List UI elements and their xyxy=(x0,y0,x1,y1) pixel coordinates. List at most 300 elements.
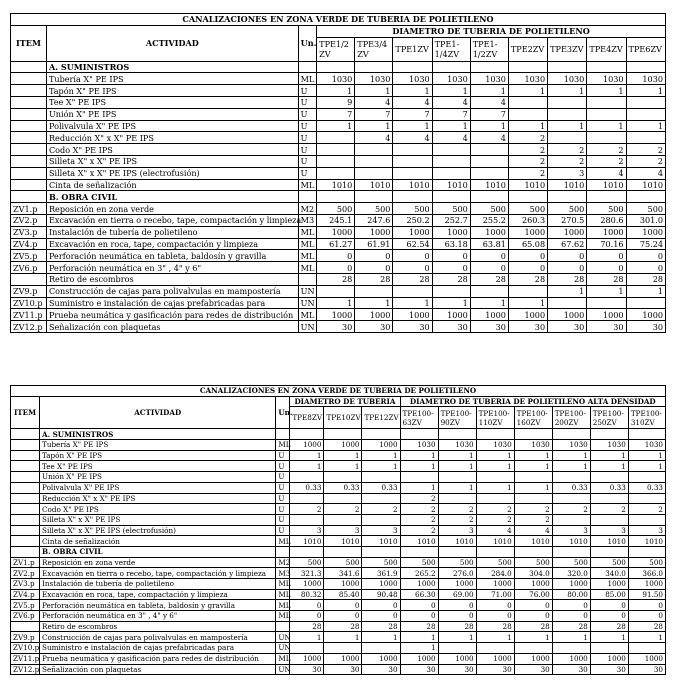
value-cell: 62.54 xyxy=(393,238,432,250)
value-cell xyxy=(290,546,324,557)
value-cell: 1000 xyxy=(476,653,514,664)
value-cell: 0 xyxy=(432,250,470,262)
section-row xyxy=(11,546,666,557)
value-cell: 28 xyxy=(626,273,665,285)
value-cell: 500 xyxy=(317,203,355,215)
value-cell xyxy=(508,61,547,73)
value-cell: 321.3 xyxy=(290,568,324,579)
value-cell: 1 xyxy=(626,85,665,97)
value-cell xyxy=(590,472,628,483)
value-cell: 1030 xyxy=(548,73,587,85)
item-cell xyxy=(11,191,47,203)
item-code: ZV12.p xyxy=(11,321,47,333)
unit-cell: UN xyxy=(276,643,290,654)
value-cell: 0 xyxy=(432,262,470,274)
activity-description: Excavación en tierra o recebo, tape, compactación y limpieza xyxy=(40,568,276,579)
unit-cell: ML xyxy=(298,262,317,274)
value-cell: 28 xyxy=(628,621,665,632)
value-cell: 1000 xyxy=(590,579,628,590)
value-cell: 1000 xyxy=(587,309,626,321)
value-cell: 76.00 xyxy=(514,589,552,600)
value-cell: 1030 xyxy=(470,73,508,85)
activity-description: Tapón X" PE IPS xyxy=(40,450,276,461)
value-cell: 1010 xyxy=(400,536,438,547)
value-cell: 1 xyxy=(438,450,476,461)
value-cell xyxy=(317,144,355,156)
value-cell xyxy=(590,429,628,440)
value-cell xyxy=(432,191,470,203)
diameter-group-header: DIAMETRO DE TUBERIA DE POLIETILENO xyxy=(317,25,666,37)
item-code xyxy=(11,504,40,515)
unit-cell xyxy=(298,273,317,285)
table-row xyxy=(11,214,666,226)
unit-cell: U xyxy=(276,461,290,472)
item-code xyxy=(11,525,40,536)
value-cell: 1000 xyxy=(317,226,355,238)
value-cell: 1010 xyxy=(432,179,470,191)
value-cell: 500 xyxy=(514,557,552,568)
value-cell: 366.0 xyxy=(628,568,665,579)
value-cell: 30 xyxy=(355,321,393,333)
value-cell: 340.0 xyxy=(590,568,628,579)
value-cell: 500 xyxy=(400,557,438,568)
value-cell xyxy=(362,429,400,440)
value-cell: 2 xyxy=(476,504,514,515)
diameter-column-header: TPE4ZV xyxy=(587,37,626,61)
value-cell: 1 xyxy=(362,450,400,461)
value-cell: 2 xyxy=(548,155,587,167)
value-cell: 2 xyxy=(587,155,626,167)
value-cell: 1010 xyxy=(438,536,476,547)
value-cell: 3 xyxy=(628,525,665,536)
value-cell: 0 xyxy=(587,262,626,274)
value-cell: 255.2 xyxy=(470,214,508,226)
value-cell: 0 xyxy=(548,250,587,262)
value-cell: 2 xyxy=(438,504,476,515)
value-cell: 0 xyxy=(587,250,626,262)
value-cell xyxy=(587,132,626,144)
value-cell xyxy=(508,96,547,108)
value-cell: 2 xyxy=(548,144,587,156)
activity-description: Codo X" PE IPS xyxy=(46,144,298,156)
value-cell: 0 xyxy=(628,611,665,622)
item-code xyxy=(11,108,47,120)
value-cell: 1000 xyxy=(324,579,362,590)
item-code: ZV12.p xyxy=(11,664,40,675)
unit-cell: ML xyxy=(298,309,317,321)
activity-description: Tubería X" PE IPS xyxy=(40,440,276,451)
unit-cell: ML xyxy=(298,238,317,250)
table-row xyxy=(11,144,666,156)
activity-description: Señalización con plaquetas xyxy=(40,664,276,675)
activity-header: ACTIVIDAD xyxy=(40,396,276,429)
value-cell xyxy=(470,191,508,203)
activity-description: Silleta X" x X" PE IPS xyxy=(40,514,276,525)
unit-cell: U xyxy=(298,85,317,97)
value-cell: 1000 xyxy=(438,579,476,590)
value-cell xyxy=(552,429,590,440)
value-cell: 0 xyxy=(393,262,432,274)
value-cell: 1000 xyxy=(476,579,514,590)
diameter-column-header: TPE10ZV xyxy=(324,407,362,429)
value-cell xyxy=(587,61,626,73)
value-cell xyxy=(290,643,324,654)
value-cell: 1 xyxy=(590,632,628,643)
value-cell: 1010 xyxy=(476,536,514,547)
value-cell xyxy=(514,472,552,483)
diameter-column-header: TPE6ZV xyxy=(626,37,665,61)
value-cell: 0 xyxy=(628,600,665,611)
value-cell: 30 xyxy=(508,321,547,333)
value-cell: 500 xyxy=(476,557,514,568)
value-cell: 1010 xyxy=(290,536,324,547)
value-cell xyxy=(324,514,362,525)
unit-cell: U xyxy=(298,167,317,179)
value-cell: 1 xyxy=(393,120,432,132)
value-cell: 500 xyxy=(626,203,665,215)
value-cell: 30 xyxy=(290,664,324,675)
unit-cell xyxy=(276,546,290,557)
value-cell: 0 xyxy=(552,611,590,622)
activity-description: Perforación neumática en 3" , 4" y 6" xyxy=(46,262,298,274)
value-cell: 280.6 xyxy=(587,214,626,226)
table-row xyxy=(11,203,666,215)
item-code xyxy=(11,621,40,632)
unit-cell: ML xyxy=(276,600,290,611)
value-cell xyxy=(290,472,324,483)
value-cell: 1000 xyxy=(290,440,324,451)
value-cell: 85.40 xyxy=(324,589,362,600)
value-cell: 1000 xyxy=(626,226,665,238)
value-cell xyxy=(628,472,665,483)
unit-cell: UN xyxy=(298,297,317,309)
value-cell xyxy=(548,297,587,309)
value-cell: 0.33 xyxy=(590,482,628,493)
value-cell xyxy=(552,546,590,557)
value-cell: 1030 xyxy=(628,440,665,451)
value-cell: 0.33 xyxy=(628,482,665,493)
unit-header: Un. xyxy=(298,25,317,61)
value-cell: 500 xyxy=(548,203,587,215)
unit-cell: ML xyxy=(298,179,317,191)
value-cell: 1 xyxy=(324,461,362,472)
value-cell: 500 xyxy=(355,203,393,215)
activity-description: Silleta X" x X" PE IPS xyxy=(46,155,298,167)
value-cell: 500 xyxy=(290,557,324,568)
item-code xyxy=(11,73,47,85)
value-cell: 2 xyxy=(508,155,547,167)
value-cell: 0 xyxy=(317,250,355,262)
value-cell xyxy=(317,61,355,73)
unit-cell: UN xyxy=(298,321,317,333)
value-cell: 1 xyxy=(393,297,432,309)
value-cell: 2 xyxy=(552,504,590,515)
value-cell: 1 xyxy=(438,482,476,493)
value-cell: 0 xyxy=(400,600,438,611)
value-cell: 0 xyxy=(626,250,665,262)
value-cell xyxy=(470,155,508,167)
value-cell: 1010 xyxy=(514,536,552,547)
value-cell: 2 xyxy=(508,132,547,144)
value-cell: 1000 xyxy=(432,309,470,321)
activity-description: Prueba neumática y gasificación para redes de distribución xyxy=(46,309,298,321)
table-row xyxy=(11,120,666,132)
unit-cell: ML xyxy=(298,250,317,262)
value-cell xyxy=(400,472,438,483)
table-row xyxy=(11,461,666,472)
diameter-column-header: TPE100-310ZV xyxy=(628,407,665,429)
value-cell: 1 xyxy=(590,450,628,461)
value-cell: 1 xyxy=(438,632,476,643)
value-cell: 301.0 xyxy=(626,214,665,226)
value-cell: 1010 xyxy=(317,179,355,191)
value-cell: 0 xyxy=(590,600,628,611)
value-cell: 4 xyxy=(432,96,470,108)
value-cell: 30 xyxy=(548,321,587,333)
value-cell: 1000 xyxy=(587,226,626,238)
value-cell: 91.50 xyxy=(628,589,665,600)
value-cell xyxy=(587,96,626,108)
unit-cell: ML xyxy=(276,589,290,600)
value-cell: 2 xyxy=(590,504,628,515)
value-cell xyxy=(393,61,432,73)
value-cell: 30 xyxy=(476,664,514,675)
unit-cell: ML xyxy=(298,226,317,238)
value-cell: 0 xyxy=(290,611,324,622)
value-cell: 61.27 xyxy=(317,238,355,250)
table-row xyxy=(11,653,666,664)
value-cell: 2 xyxy=(626,155,665,167)
value-cell xyxy=(470,167,508,179)
value-cell xyxy=(552,514,590,525)
value-cell: 1 xyxy=(324,632,362,643)
value-cell: 3 xyxy=(548,167,587,179)
value-cell: 1000 xyxy=(626,309,665,321)
activity-description: Tee X" PE IPS xyxy=(46,96,298,108)
item-header: ITEM xyxy=(11,396,40,429)
item-code xyxy=(11,155,47,167)
value-cell: 1010 xyxy=(393,179,432,191)
item-code xyxy=(11,493,40,504)
unit-cell xyxy=(276,621,290,632)
unit-cell: ML xyxy=(276,611,290,622)
value-cell: 1000 xyxy=(514,653,552,664)
section-heading: B. OBRA CIVIL xyxy=(46,191,298,203)
value-cell xyxy=(626,297,665,309)
value-cell xyxy=(362,643,400,654)
activity-description: Codo X" PE IPS xyxy=(40,504,276,515)
table-row xyxy=(11,493,666,504)
value-cell: 1010 xyxy=(470,179,508,191)
activity-description: Reducción X" x X" PE IPS xyxy=(40,493,276,504)
value-cell: 1030 xyxy=(355,73,393,85)
value-cell: 0 xyxy=(552,600,590,611)
value-cell: 0 xyxy=(626,262,665,274)
value-cell: 4 xyxy=(587,167,626,179)
pipeline-table-2 xyxy=(10,385,666,675)
value-cell: 260.3 xyxy=(508,214,547,226)
unit-cell: U xyxy=(298,132,317,144)
activity-description: Perforación neumática en tableta, baldosín y gravilla xyxy=(46,250,298,262)
value-cell: 2 xyxy=(400,504,438,515)
value-cell: 1 xyxy=(400,643,438,654)
value-cell: 361.9 xyxy=(362,568,400,579)
table-row xyxy=(11,226,666,238)
table-row xyxy=(11,167,666,179)
activity-description: Prueba neumática y gasificación para redes de distribución xyxy=(40,653,276,664)
unit-cell: UN xyxy=(276,632,290,643)
diameter-column-header: TPE1ZV xyxy=(393,37,432,61)
unit-cell: ML xyxy=(276,653,290,664)
value-cell: 30 xyxy=(432,321,470,333)
value-cell: 90.48 xyxy=(362,589,400,600)
value-cell: 2 xyxy=(400,525,438,536)
value-cell: 1 xyxy=(548,285,587,297)
item-code: ZV5.p xyxy=(11,600,40,611)
value-cell xyxy=(470,61,508,73)
unit-cell: U xyxy=(298,96,317,108)
item-code: ZV11.p xyxy=(11,653,40,664)
value-cell: 1000 xyxy=(324,440,362,451)
value-cell: 0 xyxy=(317,262,355,274)
value-cell: 1 xyxy=(476,482,514,493)
value-cell: 1 xyxy=(508,120,547,132)
value-cell: 1030 xyxy=(400,440,438,451)
section-row xyxy=(11,61,666,73)
unit-cell: U xyxy=(276,514,290,525)
value-cell: 4 xyxy=(514,525,552,536)
value-cell: 0 xyxy=(290,600,324,611)
value-cell: 1030 xyxy=(476,440,514,451)
value-cell: 1 xyxy=(355,85,393,97)
value-cell xyxy=(432,167,470,179)
value-cell: 1 xyxy=(400,461,438,472)
value-cell xyxy=(355,155,393,167)
item-code xyxy=(11,144,47,156)
value-cell: 1 xyxy=(552,632,590,643)
value-cell xyxy=(628,514,665,525)
item-code: ZV9.p xyxy=(11,632,40,643)
value-cell: 30 xyxy=(362,664,400,675)
value-cell: 28 xyxy=(508,273,547,285)
item-code xyxy=(11,120,47,132)
value-cell: 1030 xyxy=(626,73,665,85)
value-cell: 2 xyxy=(400,514,438,525)
value-cell xyxy=(393,167,432,179)
value-cell xyxy=(432,61,470,73)
value-cell xyxy=(590,643,628,654)
value-cell: 2 xyxy=(508,144,547,156)
value-cell: 0 xyxy=(508,250,547,262)
value-cell: 250.2 xyxy=(393,214,432,226)
item-code xyxy=(11,482,40,493)
activity-description: Unión X" PE IPS xyxy=(46,108,298,120)
item-code xyxy=(11,472,40,483)
value-cell: 1 xyxy=(508,85,547,97)
value-cell: 1 xyxy=(317,297,355,309)
value-cell: 1010 xyxy=(355,179,393,191)
value-cell: 30 xyxy=(317,321,355,333)
value-cell: 28 xyxy=(324,621,362,632)
value-cell: 0 xyxy=(508,262,547,274)
activity-description: Perforación neumática en tableta, baldosín y gravilla xyxy=(40,600,276,611)
value-cell xyxy=(432,144,470,156)
value-cell: 28 xyxy=(355,273,393,285)
item-code: ZV6.p xyxy=(11,611,40,622)
value-cell xyxy=(626,132,665,144)
value-cell: 0 xyxy=(470,250,508,262)
table-row xyxy=(11,132,666,144)
value-cell: 1 xyxy=(470,85,508,97)
table-row xyxy=(11,73,666,85)
unit-cell: U xyxy=(298,155,317,167)
value-cell: 2 xyxy=(587,144,626,156)
table-row xyxy=(11,321,666,333)
value-cell: 1 xyxy=(290,632,324,643)
value-cell: 1 xyxy=(587,285,626,297)
activity-description: Cinta de señalización xyxy=(46,179,298,191)
activity-description: Señalización con plaquetas xyxy=(46,321,298,333)
value-cell: 7 xyxy=(470,108,508,120)
table-row xyxy=(11,472,666,483)
value-cell: 30 xyxy=(552,664,590,675)
diameter-column-header: TPE1-1/4ZV xyxy=(432,37,470,61)
unit-cell: U xyxy=(276,525,290,536)
value-cell: 1030 xyxy=(393,73,432,85)
value-cell: 1000 xyxy=(470,309,508,321)
activity-description: Instalación de tubería de polietileno xyxy=(46,226,298,238)
value-cell: 1 xyxy=(324,450,362,461)
value-cell: 1 xyxy=(290,450,324,461)
value-cell: 1010 xyxy=(362,536,400,547)
value-cell: 0 xyxy=(438,611,476,622)
value-cell: 1030 xyxy=(552,440,590,451)
table-row xyxy=(11,238,666,250)
item-cell xyxy=(11,546,40,557)
value-cell: 1 xyxy=(628,450,665,461)
value-cell: 28 xyxy=(362,621,400,632)
value-cell: 0 xyxy=(355,262,393,274)
item-code: ZV5.p xyxy=(11,250,47,262)
value-cell: 1010 xyxy=(552,536,590,547)
section-row xyxy=(11,429,666,440)
value-cell: 1010 xyxy=(587,179,626,191)
value-cell: 1000 xyxy=(508,309,547,321)
value-cell: 1000 xyxy=(362,440,400,451)
value-cell xyxy=(476,546,514,557)
value-cell: 0 xyxy=(400,611,438,622)
table-row xyxy=(11,285,666,297)
value-cell xyxy=(362,514,400,525)
value-cell xyxy=(324,643,362,654)
value-cell: 1 xyxy=(514,461,552,472)
diameter-column-header: TPE1-1/2ZV xyxy=(470,37,508,61)
value-cell: 30 xyxy=(470,321,508,333)
value-cell: 245.1 xyxy=(317,214,355,226)
value-cell: 1 xyxy=(362,461,400,472)
value-cell: 1000 xyxy=(393,226,432,238)
section-heading: B. OBRA CIVIL xyxy=(40,546,276,557)
item-code: ZV4.p xyxy=(11,238,47,250)
item-code xyxy=(11,96,47,108)
unit-cell: UN xyxy=(276,664,290,675)
value-cell: 500 xyxy=(432,203,470,215)
table-title: CANALIZACIONES EN ZONA VERDE DE TUBERIA DE POLIETILENO xyxy=(11,386,666,397)
diameter-column-header: TPE100-250ZV xyxy=(590,407,628,429)
value-cell: 28 xyxy=(514,621,552,632)
value-cell: 1030 xyxy=(508,73,547,85)
value-cell: 30 xyxy=(514,664,552,675)
